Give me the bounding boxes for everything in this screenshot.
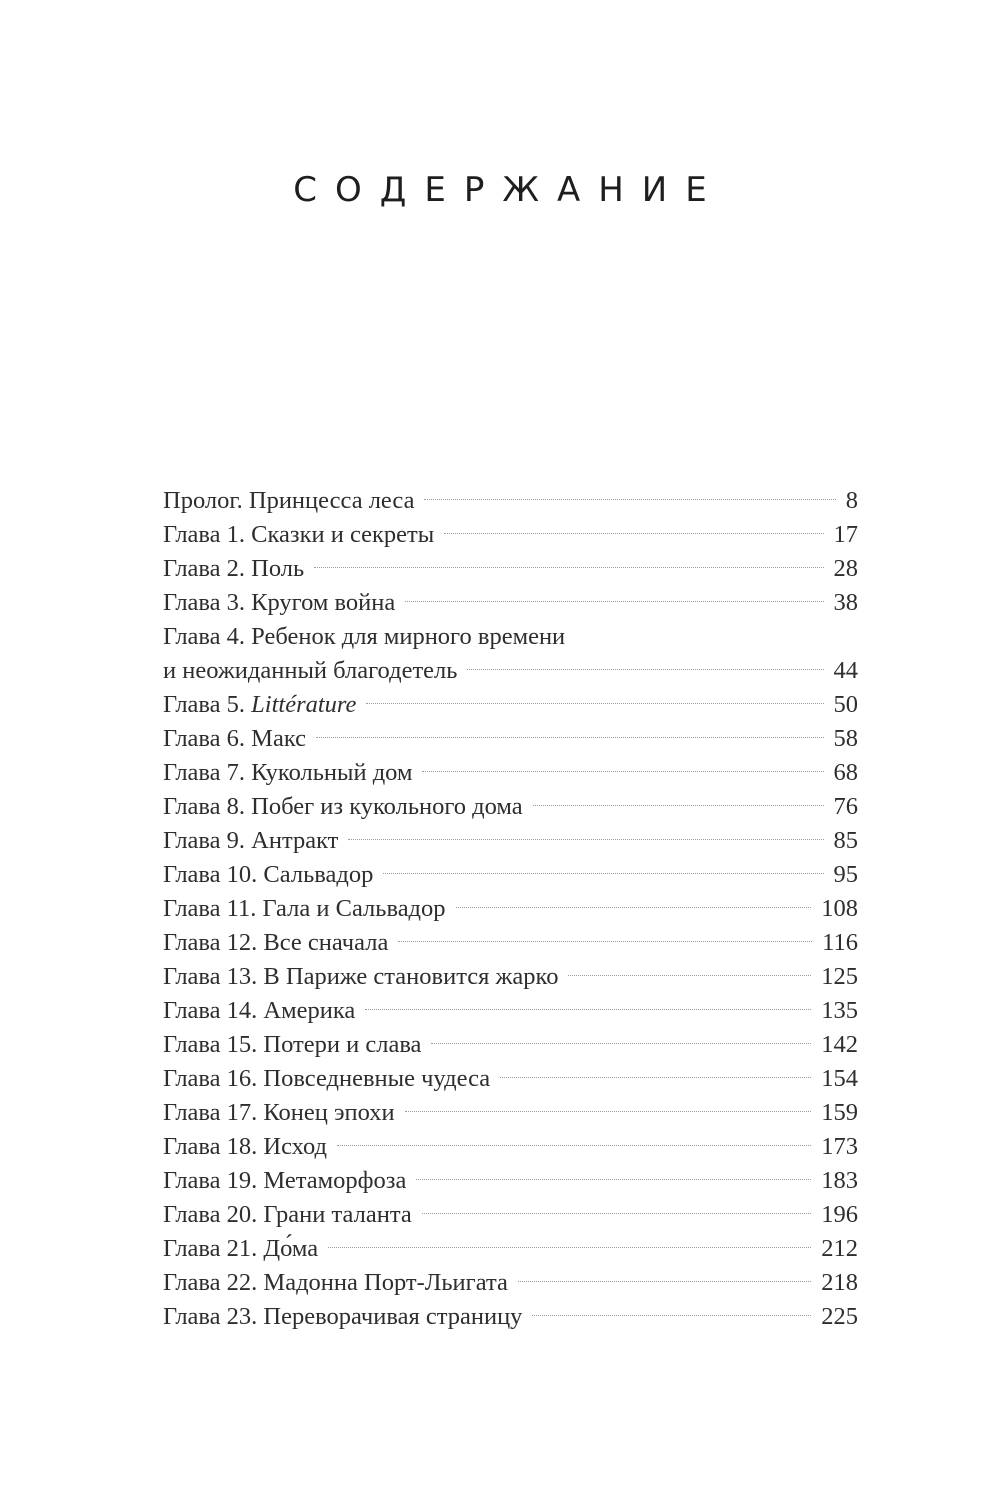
toc-entry-label: Глава 11. Гала и Сальвадор: [163, 895, 446, 922]
toc-entry: [163, 1062, 858, 1096]
toc-page-number: 159: [821, 1099, 858, 1126]
toc-entry: [163, 654, 858, 688]
toc-entry-label: Глава 14. Америка: [163, 997, 356, 1024]
toc-entry-prefix: Глава 5.: [163, 691, 252, 718]
toc-page-number: 108: [821, 895, 858, 922]
page-title: СОДЕРЖАНИЕ: [293, 170, 725, 210]
toc-entry: [163, 824, 858, 858]
dot-leader: [398, 941, 812, 942]
toc-page-number: 95: [833, 861, 858, 888]
toc-page-number: 50: [833, 691, 858, 718]
toc-entry: [163, 1198, 858, 1232]
toc-page-number: 125: [821, 963, 858, 990]
toc-entry-label: Глава 4. Ребенок для мирного времени: [163, 623, 566, 650]
toc-entry: [163, 484, 858, 518]
toc-entry-label: Глава 3. Кругом война: [163, 589, 396, 616]
toc-entry-label: Глава 10. Сальвадор: [163, 861, 374, 888]
dot-leader: [314, 567, 823, 568]
toc-page-number: 154: [821, 1065, 858, 1092]
dot-leader: [456, 907, 812, 908]
toc-entry-label: Глава 1. Сказки и секреты: [163, 521, 435, 548]
toc-page-number: 8: [845, 487, 858, 514]
toc-entry-label: Глава 23. Переворачивая страницу: [163, 1303, 523, 1330]
toc-page-number: 183: [821, 1167, 858, 1194]
toc-page-number: 85: [833, 827, 858, 854]
toc-page-number: 116: [822, 929, 858, 956]
toc-page-number: 68: [833, 759, 858, 786]
toc-entry-label: Глава 8. Побег из кукольного дома: [163, 793, 523, 820]
toc-entry: [163, 892, 858, 926]
toc-entry: [163, 790, 858, 824]
toc-entry-first-line: [163, 620, 858, 654]
toc-page-number: 142: [821, 1031, 858, 1058]
dot-leader: [422, 771, 823, 772]
toc-entry-label: Глава 19. Метаморфоза: [163, 1167, 407, 1194]
dot-leader: [328, 1247, 811, 1248]
toc-page-number: 76: [833, 793, 858, 820]
toc-entry: [163, 552, 858, 586]
dot-leader: [568, 975, 811, 976]
toc-entry-italic-title: Littérature: [251, 691, 357, 718]
toc-entry-label: Глава 21. До́ма: [163, 1235, 319, 1262]
toc-entry-label: Глава 20. Грани таланта: [163, 1201, 412, 1228]
dot-leader: [416, 1179, 811, 1180]
dot-leader: [316, 737, 824, 738]
toc-entry-label: Глава 15. Потери и слава: [163, 1031, 422, 1058]
toc-page-number: 212: [821, 1235, 858, 1262]
dot-leader: [383, 873, 823, 874]
dot-leader: [422, 1213, 812, 1214]
toc-entry-label: Глава 7. Кукольный дом: [163, 759, 413, 786]
toc-page-number: 28: [833, 555, 858, 582]
dot-leader: [424, 499, 835, 500]
dot-leader: [532, 1315, 811, 1316]
toc-entry-label: Глава 16. Повседневные чудеса: [163, 1065, 491, 1092]
toc-entry-label: Глава 17. Конец эпохи: [163, 1099, 395, 1126]
dot-leader: [533, 805, 824, 806]
toc-entry-label: и неожиданный благодетель: [163, 657, 458, 684]
toc-entry: [163, 994, 858, 1028]
toc-entry-label: Пролог. Принцесса леса: [163, 487, 415, 514]
toc-entry: [163, 858, 858, 892]
dot-leader: [500, 1077, 811, 1078]
toc-page-number: 44: [833, 657, 858, 684]
dot-leader: [405, 1111, 812, 1112]
dot-leader: [348, 839, 823, 840]
dot-leader: [365, 1009, 811, 1010]
toc-entry: [163, 926, 858, 960]
dot-leader: [467, 669, 823, 670]
toc-entry: [163, 960, 858, 994]
toc-entry-label: Глава 13. В Париже становится жарко: [163, 963, 559, 990]
dot-leader: [444, 533, 823, 534]
toc-page-number: 225: [821, 1303, 858, 1330]
dot-leader: [431, 1043, 811, 1044]
toc-entry-label: Глава 18. Исход: [163, 1133, 327, 1160]
table-of-contents: [163, 484, 858, 1334]
toc-entry: [163, 586, 858, 620]
toc-page-number: 218: [821, 1269, 858, 1296]
toc-entry: [163, 688, 858, 722]
dot-leader: [405, 601, 823, 602]
toc-entry: [163, 1300, 858, 1334]
toc-entry-label: Глава 9. Антракт: [163, 827, 339, 854]
toc-entry: [163, 756, 858, 790]
toc-entry: [163, 1266, 858, 1300]
toc-page-number: 38: [833, 589, 858, 616]
toc-entry-label: Глава 12. Все сначала: [163, 929, 389, 956]
toc-entry-label: Глава 2. Поль: [163, 555, 305, 582]
dot-leader: [337, 1145, 811, 1146]
toc-entry-label: Глава 6. Макс: [163, 725, 306, 752]
toc-entry: [163, 1130, 858, 1164]
toc-entry: [163, 518, 858, 552]
toc-entry: [163, 1096, 858, 1130]
toc-page-number: 17: [833, 521, 858, 548]
toc-entry: [163, 722, 858, 756]
toc-page-number: 135: [821, 997, 858, 1024]
toc-page-number: 173: [821, 1133, 858, 1160]
toc-page-number: 58: [833, 725, 858, 752]
toc-entry: [163, 1164, 858, 1198]
toc-entry: [163, 1232, 858, 1266]
toc-page-number: 196: [821, 1201, 858, 1228]
toc-entry-label: [163, 688, 356, 722]
toc-entry: [163, 1028, 858, 1062]
toc-entry-label: Глава 22. Мадонна Порт-Льигата: [163, 1269, 508, 1296]
dot-leader: [366, 703, 823, 704]
dot-leader: [518, 1281, 811, 1282]
